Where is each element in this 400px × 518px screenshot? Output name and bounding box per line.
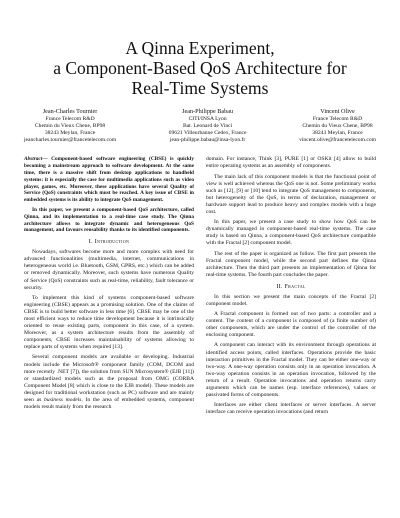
body-paragraph: The main lack of this component models is that the functional point of view is well achieved whereas the QoS one is not. Some preliminary works such as [12], [9] or [10] tend to integrate QoS management to components, but heterogeneity of the QoS, in terms of declaration, management or hardware support lead to produce heavy and complex models with a huge cost.: [206, 173, 376, 216]
text-run: Several component models are available or developing. Industrial models include the Microsoft® component family (COM, DCOM and more recently .NET [7]), the solution from SUN Microsystem® (EJB [11]) or standardized models such as the proposal from OMG (CORBA Component Model [8] which is close to the EJB model). These models are designed for traditional workstation (such as PC) software and are mainly seen as: [24, 354, 194, 404]
author-email: vincent.olive@francetelecom.com: [299, 137, 376, 144]
abstract-paragraph-2: In this paper, we present a component-based QoS architecture, called Qinna, and its implementation to a real-time case study. The Qinna architecture allows to integrate dynamic and heterogeneous QoS management, and favours reusability thanks to its identified components.: [24, 206, 194, 234]
author-name: Vincent Olive: [320, 108, 355, 115]
title-line: a Component-Based QoS Architecture for: [53, 58, 347, 78]
author-affiliation: 38243 Meylan, France: [44, 130, 96, 137]
author-affiliation: Bat. Leonard de Vinci: [182, 123, 233, 130]
body-paragraph: In this section we present the main concepts of the Fractal [2] component model.: [206, 293, 376, 307]
author-email: jeancharles.tournier@francetelecom.com: [24, 137, 117, 144]
author-2: [169, 108, 247, 144]
body-paragraph: In this paper, we present a case study to show how QoS can be dynamically managed in component-based real-time systems. The case study is based on Qinna, a component-based QoS architecture compatible with the Fractal [2] component model.: [206, 219, 376, 247]
author-1: [24, 108, 116, 144]
author-affiliation: 38243 Meylan, France: [312, 130, 363, 137]
section-heading-fractal: II. Fractal: [276, 283, 306, 290]
abstract-paragraph: [24, 156, 194, 204]
author-affiliation: France Telecom R&D: [312, 116, 363, 122]
emphasis-text: business models: [43, 397, 82, 404]
author-name: Jean-Charles Tournier: [42, 108, 98, 115]
left-column: [24, 156, 194, 419]
author-affiliation: France Telecom R&D: [45, 116, 95, 122]
body-paragraph: A component can interact with its environment through operations at identified access points, called interfaces. Operations provide the basic interaction primitives in the Fractal model. They can be either one-way or two-way. A one-way operation consists only in an operation invocation. A two-way operation consists in an operation invocation, followed by the return of a result. Operation invocations and operation returns carry arguments which can be names (esp. interface references), values or passivated forms of components.: [206, 342, 376, 399]
title-line: Real-Time Systems: [131, 78, 269, 98]
title-line: A Qinna Experiment,: [125, 38, 275, 58]
right-column: [206, 156, 376, 419]
text-run: . In the area of embedded systems, component models result mainly from the research: [24, 397, 194, 411]
body-paragraph: domain. For instance, Think [3], PURE [1] or OSKit [4] allow to build entire operating systems as an assembly of components.: [206, 156, 376, 170]
author-block: [24, 108, 376, 144]
abstract-label: Abstract: [24, 156, 43, 163]
author-name: Jean-Philippe Babau: [182, 108, 234, 115]
body-paragraph: A Fractal component is formed out of two parts: a controller and a content. The content of a component is composed of (a finite number of) other components, which are under the control of the controller of the enclosing component.: [206, 311, 376, 339]
author-affiliation: 69621 Villeurbanne Cedex, France: [168, 130, 247, 137]
body-paragraph: [24, 354, 194, 411]
author-affiliation: CITI/INSA Lyon: [188, 116, 227, 122]
author-affiliation: Chemin du Vieux Chene, BP98: [302, 123, 373, 130]
body-paragraph: The rest of the paper is organized as follow. The first part presents the Fractal component model, while the second part defines the Qinna architecture. Then the third part presents an implementation of Qinna for real-time systems. The fourth part concludes the paper.: [206, 250, 376, 278]
author-email: jean-philippe.babau@insa-lyon.fr: [169, 137, 246, 144]
author-affiliation: Chemin du Vieux Chene, BP98: [34, 123, 106, 130]
body-columns: [24, 156, 376, 419]
body-paragraph: To implement this kind of systems component-based software engineering (CBSE) appears as a promising solution. One of the claims of CBSE is to build better software in less time [6]. CBSE may be one of the most efficient ways to reduce time development because it is intrinsically oriented to reuse existing parts, component in this case, of a system. Moreover, as a system architecture results from the assembly of components, CBSE increases maintainability of systems allowing to replace parts of systems when required [13].: [24, 294, 194, 351]
paper-title: [24, 38, 376, 98]
author-3: [299, 108, 376, 144]
abstract-text: — Component-based software engineering (CBSE) is quickly becoming a mainstream approach to software development. At the same time, there is a massive shift from desktop applications to handheld systems: it is especially the case for multimedia applications such as video player, games, etc. Moreover, these applications have several Quality of Service (QoS) constraints which must be reached. A key issue of CBSE in embedded systems is its ability to integrate QoS management.: [24, 156, 194, 204]
section-heading-introduction: I. Introduction: [88, 239, 130, 246]
body-paragraph: Interfaces are either client interfaces or server interfaces. A server interface can receive operation invocations (and return: [206, 402, 376, 416]
body-paragraph: Nowadays, softwares become more and more complex with need for advanced functionalities (multimedia, internet, communications in heterogeneous world i.e. Bluetooth, GSM, GPRS, etc.) which can be added or removed dynamically. Moreover, such systems have numerous Quality of Service (QoS) constraints such as real-time, reliability, fault tolerance or security.: [24, 249, 194, 291]
